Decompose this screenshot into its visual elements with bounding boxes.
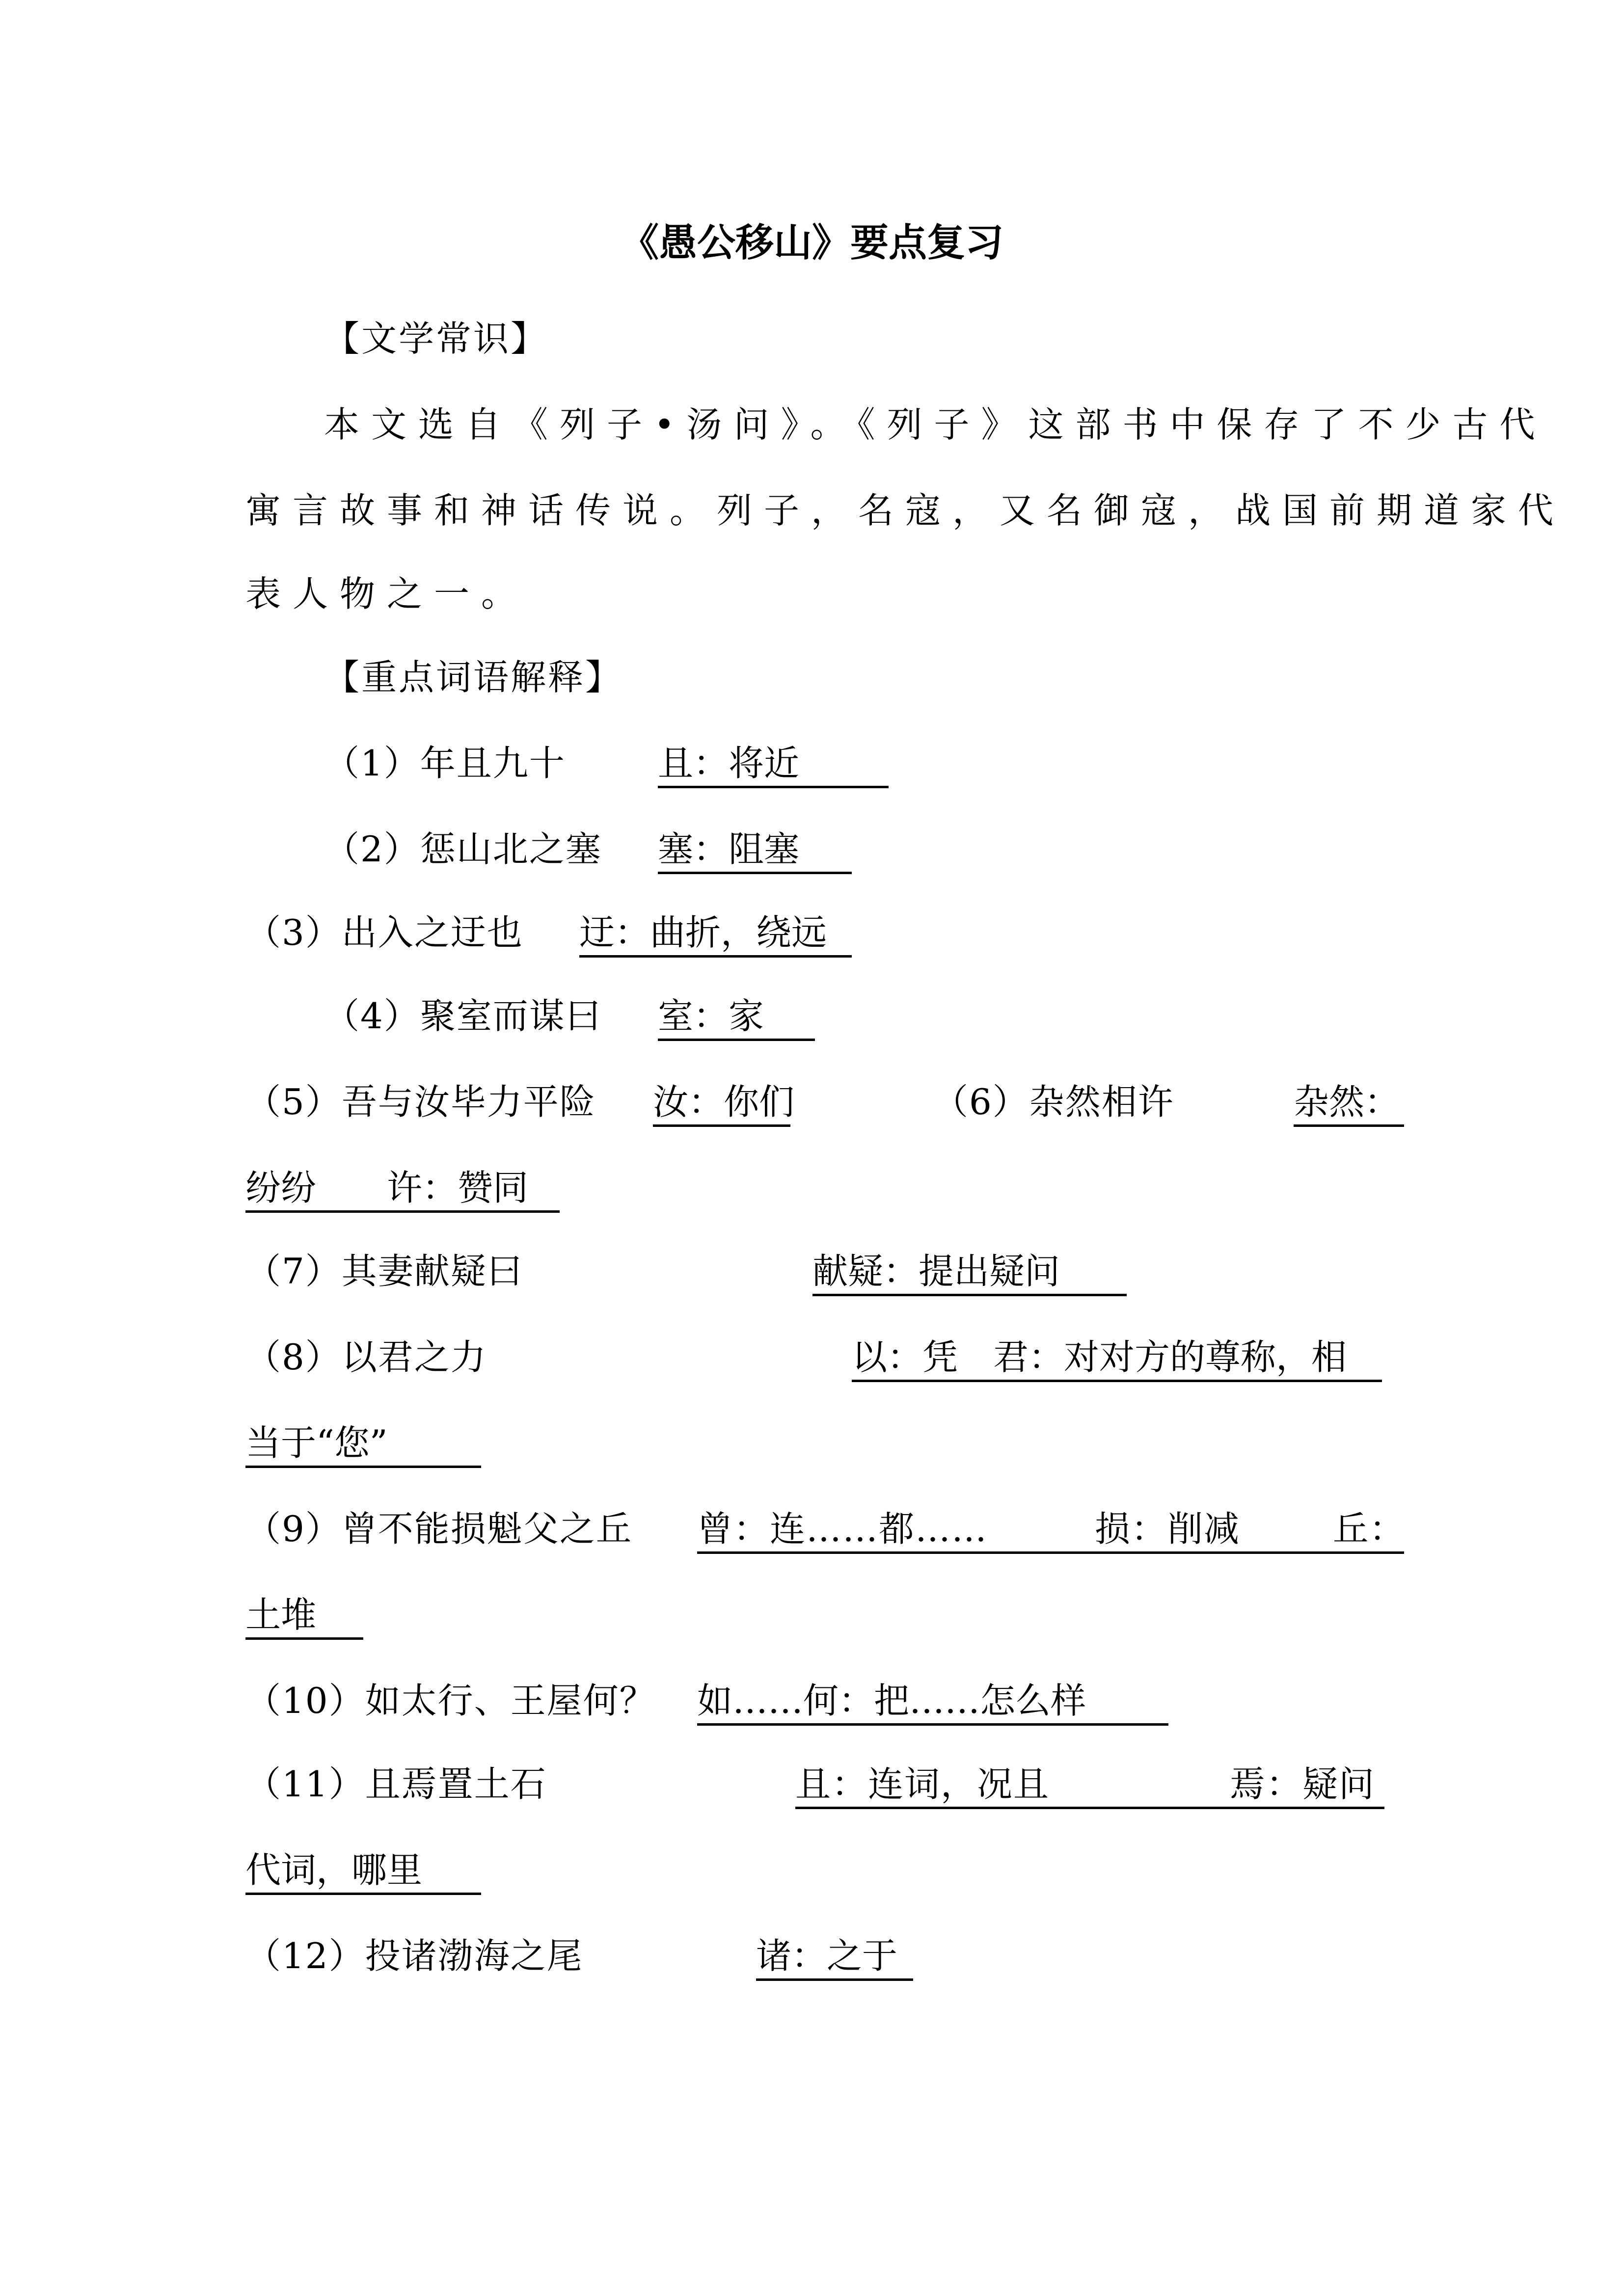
vocab-answer-8-cont: 当于“您”	[245, 1418, 481, 1468]
vocab-question-8: （8）以君之力	[245, 1336, 487, 1378]
vocab-answer-9-cont: 土堆	[245, 1590, 363, 1640]
vocab-answer-2: 塞：阻塞	[658, 825, 852, 874]
vocab-question-12: （12）投诸渤海之尾	[245, 1935, 583, 1976]
vocab-answer-8: 以：凭 君：对对方的尊称，相	[852, 1333, 1382, 1382]
vocab-answer-1: 且：将近	[658, 739, 889, 788]
vocab-answer-5: 汝：你们	[653, 1077, 790, 1127]
paragraph-line-2: 寓言故事和神话传说。列子，名寇，又名御寇，战国前期道家代	[245, 490, 1566, 531]
vocab-answer-11: 且：连词，况且	[795, 1763, 1050, 1805]
vocab-answer-7: 献疑：提出疑问	[812, 1247, 1127, 1296]
vocab-answer-6: 杂然：	[1294, 1077, 1404, 1127]
vocab-question-9: （9）曾不能损魁父之丘	[245, 1508, 632, 1549]
section-heading-literary: 【文学常识】	[324, 318, 548, 359]
page-title: 《愚公移山》要点复习	[620, 221, 1003, 265]
paragraph-line-1: 本文选自《列子•汤问》。《列子》这部书中保存了不少古代	[324, 404, 1547, 445]
vocab-answer-11-cont: 代词，哪里	[245, 1845, 481, 1895]
vocab-question-5: （5）吾与汝毕力平险	[245, 1081, 596, 1122]
vocab-answer-11-end: 焉：疑问	[1230, 1763, 1376, 1805]
vocab-question-2: （2）惩山北之塞	[324, 828, 602, 870]
vocab-question-6: （6）杂然相许	[933, 1081, 1174, 1122]
vocab-answer-4: 室：家	[658, 991, 815, 1041]
section-heading-vocab: 【重点词语解释】	[324, 657, 623, 698]
vocab-question-4: （4）聚室而谋曰	[324, 995, 602, 1037]
vocab-question-1: （1）年且九十	[324, 743, 566, 784]
paragraph-line-3: 表人物之一。	[245, 573, 529, 614]
vocab-answer-9: 曾：连……都……	[697, 1508, 988, 1549]
vocab-answer-12: 诸：之于	[756, 1931, 913, 1981]
vocab-question-11: （11）且焉置土石	[245, 1763, 547, 1805]
vocab-answer-9-mid: 损：削减	[1095, 1508, 1241, 1549]
vocab-answer-6-cont: 纷纷 许：赞同	[245, 1163, 560, 1213]
vocab-answer-10: 如……何：把……怎么样	[697, 1676, 1168, 1726]
vocab-question-10: （10）如太行、王屋何？	[245, 1680, 656, 1721]
vocab-question-3: （3）出入之迂也	[245, 912, 523, 953]
vocab-answer-9-end: 丘：	[1333, 1508, 1406, 1549]
vocab-question-7: （7）其妻献疑曰	[245, 1251, 523, 1292]
vocab-answer-3: 迂：曲折，绕远	[579, 908, 852, 958]
